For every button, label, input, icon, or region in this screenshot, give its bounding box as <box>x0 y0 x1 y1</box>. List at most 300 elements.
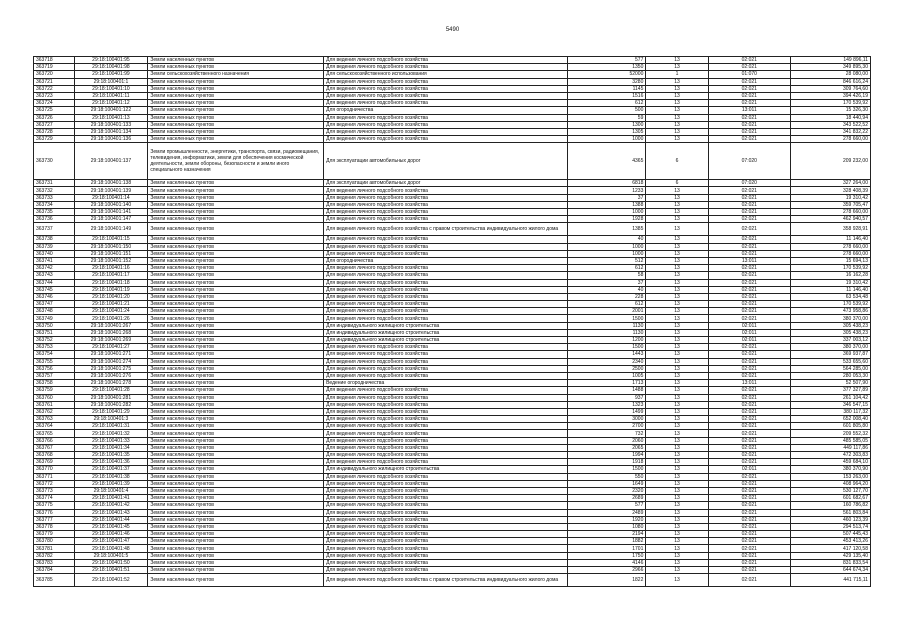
cell-cadastral-value: 380 370,00 <box>790 315 870 322</box>
cell-use-type-code: 02:021 <box>708 344 790 351</box>
cell-record-id: 363763 <box>34 416 75 423</box>
cell-permitted-use: Для сельскохозяйственного использования <box>324 71 568 78</box>
cell-cadastral-number: 29:18:100401:133 <box>74 121 148 128</box>
cell-cadastral-number: 29:18:100401:150 <box>74 243 148 250</box>
cell-group-code: 13 <box>646 187 708 194</box>
cell-cadastral-number: 29:18:100401:268 <box>74 329 148 336</box>
cell-cadastral-value: 644 674,34 <box>790 567 870 574</box>
table-row <box>34 209 871 216</box>
cell-record-id: 363748 <box>34 308 75 315</box>
cell-cadastral-number: 29:18:100401:278 <box>74 380 148 387</box>
cell-area: 500 <box>568 107 646 114</box>
table-row <box>34 315 871 322</box>
cell-record-id: 363724 <box>34 100 75 107</box>
table-row <box>34 114 871 121</box>
cell-cadastral-number: 29:18:100401:48 <box>74 545 148 552</box>
cell-land-category: Земли населенных пунктов <box>148 250 324 257</box>
cell-use-type-code: 02:021 <box>708 209 790 216</box>
cell-group-code: 13 <box>646 194 708 201</box>
cell-permitted-use: Для ведения личного подсобного хозяйства <box>324 187 568 194</box>
table-row <box>34 531 871 538</box>
cell-area: 1499 <box>568 408 646 415</box>
cell-record-id: 363735 <box>34 209 75 216</box>
cell-record-id: 363761 <box>34 401 75 408</box>
cell-cadastral-number: 29:18:100401:51 <box>74 567 148 574</box>
cell-cadastral-value: 846 616,24 <box>790 78 870 85</box>
cell-group-code: 13 <box>646 516 708 523</box>
cell-permitted-use: Для ведения личного подсобного хозяйства <box>324 351 568 358</box>
cell-record-id: 363742 <box>34 265 75 272</box>
cell-area: 1500 <box>568 315 646 322</box>
cell-cadastral-value: 358 928,91 <box>790 223 870 236</box>
cell-group-code: 13 <box>646 329 708 336</box>
cell-group-code: 13 <box>646 545 708 552</box>
table-row <box>34 351 871 358</box>
cell-area: 2065 <box>568 444 646 451</box>
table-row <box>34 473 871 480</box>
cell-cadastral-value: 473 958,86 <box>790 308 870 315</box>
cell-area: 1005 <box>568 372 646 379</box>
cell-use-type-code: 02:021 <box>708 187 790 194</box>
cell-cadastral-number: 29:18:100401:17 <box>74 272 148 279</box>
cell-area: 1713 <box>568 380 646 387</box>
cell-use-type-code: 02:021 <box>708 552 790 559</box>
cell-area: 732 <box>568 430 646 437</box>
cell-use-type-code: 02:021 <box>708 315 790 322</box>
cell-cadastral-number: 29:18:100401:47 <box>74 538 148 545</box>
cell-land-category: Земли населенных пунктов <box>148 322 324 329</box>
cell-land-category: Земли населенных пунктов <box>148 92 324 99</box>
cell-area: 1701 <box>568 545 646 552</box>
cell-cadastral-value: 15 326,30 <box>790 107 870 114</box>
cell-group-code: 13 <box>646 509 708 516</box>
cell-permitted-use: Для ведения личного подсобного хозяйства <box>324 315 568 322</box>
cell-land-category: Земли населенных пунктов <box>148 574 324 587</box>
cell-record-id: 363720 <box>34 71 75 78</box>
table-row <box>34 329 871 336</box>
cell-record-id: 363758 <box>34 380 75 387</box>
cell-use-type-code: 02:021 <box>708 365 790 372</box>
cell-use-type-code: 02:021 <box>708 423 790 430</box>
cell-record-id: 363727 <box>34 121 75 128</box>
cell-cadastral-value: 564 285,00 <box>790 365 870 372</box>
cell-record-id: 363770 <box>34 466 75 473</box>
cell-cadastral-value: 170 539,92 <box>790 265 870 272</box>
cell-record-id: 363765 <box>34 430 75 437</box>
cell-cadastral-value: 377 327,89 <box>790 387 870 394</box>
cell-use-type-code: 02:021 <box>708 444 790 451</box>
cell-use-type-code: 02:021 <box>708 136 790 143</box>
table-row <box>34 71 871 78</box>
cell-group-code: 13 <box>646 107 708 114</box>
cell-record-id: 363773 <box>34 487 75 494</box>
cell-cadastral-number: 29:18:100401:271 <box>74 351 148 358</box>
cell-permitted-use: Для ведения личного подсобного хозяйства <box>324 567 568 574</box>
cell-area: 1233 <box>568 187 646 194</box>
cell-permitted-use: Для ведения личного подсобного хозяйства <box>324 538 568 545</box>
cell-permitted-use: Для огородничества <box>324 107 568 114</box>
cell-group-code: 13 <box>646 136 708 143</box>
cell-land-category: Земли населенных пунктов <box>148 502 324 509</box>
cell-cadastral-value: 261 104,42 <box>790 394 870 401</box>
cell-cadastral-value: 359 705,47 <box>790 201 870 208</box>
cell-permitted-use: Для ведения личного подсобного хозяйства <box>324 401 568 408</box>
cell-permitted-use: Для ведения личного подсобного хозяйства <box>324 523 568 530</box>
cell-permitted-use: Для эксплуатации автомобильных дорог <box>324 143 568 180</box>
cell-cadastral-value: 408 964,20 <box>790 480 870 487</box>
cell-record-id: 363775 <box>34 502 75 509</box>
cell-land-category: Земли населенных пунктов <box>148 394 324 401</box>
cell-land-category: Земли населенных пунктов <box>148 293 324 300</box>
cell-use-type-code: 02:021 <box>708 509 790 516</box>
cell-use-type-code: 02:021 <box>708 459 790 466</box>
cell-land-category: Земли населенных пунктов <box>148 423 324 430</box>
cell-cadastral-value: 831 833,54 <box>790 559 870 566</box>
cell-use-type-code: 02:021 <box>708 437 790 444</box>
table-row <box>34 187 871 194</box>
cell-permitted-use: Для индивидуального жилищного строительства <box>324 466 568 473</box>
cell-cadastral-value: 462 940,57 <box>790 216 870 223</box>
cell-cadastral-number: 29:18:100401:275 <box>74 365 148 372</box>
cell-group-code: 13 <box>646 531 708 538</box>
cell-cadastral-number: 29:18:100401:38 <box>74 473 148 480</box>
cell-area: 228 <box>568 293 646 300</box>
cell-record-id: 363780 <box>34 538 75 545</box>
cell-area: 1130 <box>568 329 646 336</box>
cell-use-type-code: 13:011 <box>708 107 790 114</box>
cell-permitted-use: Для ведения личного подсобного хозяйства <box>324 57 568 64</box>
cell-land-category: Земли населенных пунктов <box>148 416 324 423</box>
cell-cadastral-value: 209 232,00 <box>790 143 870 180</box>
cell-use-type-code: 02:021 <box>708 92 790 99</box>
table-row <box>34 574 871 587</box>
cell-area: 1350 <box>568 64 646 71</box>
cell-cadastral-value: 15 694,13 <box>790 257 870 264</box>
cell-land-category: Земли населенных пунктов <box>148 265 324 272</box>
cell-record-id: 363722 <box>34 85 75 92</box>
cell-permitted-use: Для ведения личного подсобного хозяйства <box>324 279 568 286</box>
table-row <box>34 78 871 85</box>
cell-group-code: 13 <box>646 92 708 99</box>
cell-group-code: 13 <box>646 416 708 423</box>
cell-land-category: Земли населенных пунктов <box>148 114 324 121</box>
cell-land-category: Земли населенных пунктов <box>148 243 324 250</box>
cell-use-type-code: 02:021 <box>708 574 790 587</box>
cell-cadastral-value: 429 135,40 <box>790 552 870 559</box>
cell-area: 1000 <box>568 209 646 216</box>
cell-use-type-code: 02:021 <box>708 301 790 308</box>
cell-permitted-use: Для ведения личного подсобного хозяйства <box>324 430 568 437</box>
cell-permitted-use: Для ведения личного подсобного хозяйства <box>324 243 568 250</box>
cell-cadastral-number: 29:18:100401:282 <box>74 401 148 408</box>
cell-group-code: 13 <box>646 480 708 487</box>
cell-group-code: 13 <box>646 236 708 243</box>
cell-cadastral-value: 530 127,70 <box>790 487 870 494</box>
cell-permitted-use: Для ведения личного подсобного хозяйства <box>324 416 568 423</box>
cell-area: 1200 <box>568 337 646 344</box>
table-row <box>34 100 871 107</box>
cell-permitted-use: Для ведения личного подсобного хозяйства <box>324 545 568 552</box>
cell-use-type-code: 02:021 <box>708 401 790 408</box>
cell-use-type-code: 13:011 <box>708 257 790 264</box>
cell-record-id: 363754 <box>34 351 75 358</box>
cell-record-id: 363746 <box>34 293 75 300</box>
cell-cadastral-value: 459 684,10 <box>790 459 870 466</box>
cell-group-code: 13 <box>646 423 708 430</box>
cell-land-category: Земли населенных пунктов <box>148 351 324 358</box>
cell-use-type-code: 02:021 <box>708 480 790 487</box>
cell-cadastral-value: 380 370,90 <box>790 466 870 473</box>
cell-record-id: 363740 <box>34 250 75 257</box>
table-row <box>34 107 871 114</box>
cell-use-type-code: 13:011 <box>708 380 790 387</box>
table-row <box>34 57 871 64</box>
cell-cadastral-number: 29:18:100401:42 <box>74 502 148 509</box>
table-row <box>34 64 871 71</box>
cell-group-code: 13 <box>646 279 708 286</box>
cell-land-category: Земли населенных пунктов <box>148 257 324 264</box>
cell-area: 937 <box>568 394 646 401</box>
cell-permitted-use: Для ведения личного подсобного хозяйства <box>324 194 568 201</box>
cell-record-id: 363726 <box>34 114 75 121</box>
cell-record-id: 363766 <box>34 437 75 444</box>
cell-use-type-code: 02:021 <box>708 279 790 286</box>
cell-area: 1750 <box>568 552 646 559</box>
cell-area: 2500 <box>568 365 646 372</box>
cell-area: 1305 <box>568 128 646 135</box>
cell-use-type-code: 02:021 <box>708 523 790 530</box>
cell-area: 2194 <box>568 531 646 538</box>
cell-cadastral-value: 294 513,74 <box>790 523 870 530</box>
cell-cadastral-value: 160 786,82 <box>790 502 870 509</box>
cell-use-type-code: 02:021 <box>708 57 790 64</box>
cell-record-id: 363719 <box>34 64 75 71</box>
cell-permitted-use: Для ведения личного подсобного хозяйства <box>324 64 568 71</box>
cell-record-id: 363730 <box>34 143 75 180</box>
cell-record-id: 363779 <box>34 531 75 538</box>
cell-area: 2340 <box>568 358 646 365</box>
cell-use-type-code: 02:011 <box>708 322 790 329</box>
table-row <box>34 121 871 128</box>
cell-group-code: 13 <box>646 523 708 530</box>
cell-area: 2489 <box>568 509 646 516</box>
cell-cadastral-value: 170 539,92 <box>790 100 870 107</box>
cell-area: 1918 <box>568 459 646 466</box>
cell-permitted-use: Для ведения личного подсобного хозяйства <box>324 293 568 300</box>
table-row <box>34 444 871 451</box>
cell-permitted-use: Для ведения личного подсобного хозяйства <box>324 459 568 466</box>
cell-land-category: Земли населенных пунктов <box>148 301 324 308</box>
cell-group-code: 13 <box>646 408 708 415</box>
cell-area: 1443 <box>568 351 646 358</box>
cell-group-code: 13 <box>646 64 708 71</box>
cell-group-code: 13 <box>646 437 708 444</box>
cell-record-id: 363762 <box>34 408 75 415</box>
cell-permitted-use: Для ведения личного подсобного хозяйства <box>324 272 568 279</box>
cell-cadastral-value: 149 896,11 <box>790 57 870 64</box>
cell-group-code: 13 <box>646 243 708 250</box>
cell-cadastral-value: 343 522,52 <box>790 121 870 128</box>
cell-area: 52000 <box>568 71 646 78</box>
cell-land-category: Земли населенных пунктов <box>148 279 324 286</box>
table-row <box>34 265 871 272</box>
table-row <box>34 408 871 415</box>
cell-use-type-code: 02:021 <box>708 495 790 502</box>
cell-land-category: Земли населенных пунктов <box>148 559 324 566</box>
cell-use-type-code: 02:021 <box>708 502 790 509</box>
cell-use-type-code: 02:021 <box>708 358 790 365</box>
cell-use-type-code: 01:070 <box>708 71 790 78</box>
cell-area: 2689 <box>568 495 646 502</box>
cell-cadastral-value: 380 117,32 <box>790 408 870 415</box>
table-row <box>34 495 871 502</box>
cell-record-id: 363756 <box>34 365 75 372</box>
cell-cadastral-value: 460 123,39 <box>790 516 870 523</box>
table-row <box>34 136 871 143</box>
cell-area: 1130 <box>568 322 646 329</box>
cell-permitted-use: Для ведения личного подсобного хозяйства <box>324 502 568 509</box>
cell-land-category: Земли населенных пунктов <box>148 401 324 408</box>
cell-area: 1488 <box>568 387 646 394</box>
cell-cadastral-value: 327 264,00 <box>790 180 870 187</box>
cell-permitted-use: Для ведения личного подсобного хозяйства <box>324 308 568 315</box>
cell-area: 1882 <box>568 538 646 545</box>
table-row <box>34 322 871 329</box>
cell-cadastral-number: 29:18:100401:1 <box>74 78 148 85</box>
cell-cadastral-value: 652 008,40 <box>790 416 870 423</box>
cell-land-category: Земли населенных пунктов <box>148 545 324 552</box>
cell-permitted-use: Для ведения личного подсобного хозяйства <box>324 365 568 372</box>
cell-cadastral-number: 29:18:100401:52 <box>74 574 148 587</box>
cell-cadastral-value: 507 445,43 <box>790 531 870 538</box>
cell-record-id: 363744 <box>34 279 75 286</box>
cell-permitted-use: Для ведения личного подсобного хозяйства <box>324 423 568 430</box>
cell-permitted-use: Для ведения личного подсобного хозяйства <box>324 408 568 415</box>
cell-use-type-code: 02:021 <box>708 545 790 552</box>
cell-land-category: Земли населенных пунктов <box>148 180 324 187</box>
cell-record-id: 363755 <box>34 358 75 365</box>
cell-cadastral-value: 417 120,58 <box>790 545 870 552</box>
cell-land-category: Земли населенных пунктов <box>148 236 324 243</box>
cell-area: 1928 <box>568 216 646 223</box>
cell-record-id: 363752 <box>34 337 75 344</box>
table-row <box>34 387 871 394</box>
cell-use-type-code: 07:020 <box>708 180 790 187</box>
cell-use-type-code: 02:021 <box>708 394 790 401</box>
cell-cadastral-value: 11 146,40 <box>790 236 870 243</box>
cell-cadastral-number: 29:18:100401:149 <box>74 223 148 236</box>
cell-area: 1649 <box>568 480 646 487</box>
cell-record-id: 363745 <box>34 286 75 293</box>
cell-use-type-code: 02:021 <box>708 372 790 379</box>
cell-permitted-use: Для индивидуального жилищного строительства <box>324 329 568 336</box>
cell-land-category: Земли населенных пунктов <box>148 452 324 459</box>
cell-use-type-code: 02:021 <box>708 121 790 128</box>
table-row <box>34 567 871 574</box>
cell-cadastral-value: 170 539,92 <box>790 301 870 308</box>
cell-record-id: 363757 <box>34 372 75 379</box>
cell-cadastral-number: 29:18:100401:33 <box>74 437 148 444</box>
cell-area: 40 <box>568 286 646 293</box>
cell-use-type-code: 02:021 <box>708 100 790 107</box>
cell-cadastral-value: 380 370,00 <box>790 344 870 351</box>
cell-group-code: 13 <box>646 574 708 587</box>
cell-cadastral-value: 28 080,00 <box>790 71 870 78</box>
table-row <box>34 509 871 516</box>
cell-cadastral-number: 29:18:100401:95 <box>74 57 148 64</box>
cell-area: 577 <box>568 57 646 64</box>
cell-land-category: Земли населенных пунктов <box>148 107 324 114</box>
cell-permitted-use: Для ведения личного подсобного хозяйства <box>324 100 568 107</box>
cell-record-id: 363774 <box>34 495 75 502</box>
cell-use-type-code: 02:021 <box>708 408 790 415</box>
table-row <box>34 143 871 180</box>
cell-cadastral-number: 29:18:100401:15 <box>74 236 148 243</box>
cell-use-type-code: 02:021 <box>708 293 790 300</box>
cell-cadastral-value: 19 310,42 <box>790 279 870 286</box>
cell-record-id: 363725 <box>34 107 75 114</box>
cell-area: 2700 <box>568 423 646 430</box>
cell-group-code: 13 <box>646 552 708 559</box>
cell-area: 512 <box>568 257 646 264</box>
cell-permitted-use: Для ведения личного подсобного хозяйства <box>324 509 568 516</box>
cell-use-type-code: 02:021 <box>708 487 790 494</box>
cell-land-category: Земли населенных пунктов <box>148 64 324 71</box>
cell-land-category: Земли населенных пунктов <box>148 337 324 344</box>
cell-land-category: Земли населенных пунктов <box>148 495 324 502</box>
cell-cadastral-number: 29:18:100401:141 <box>74 209 148 216</box>
page-number: 5490 <box>445 27 460 33</box>
cell-land-category: Земли населенных пунктов <box>148 57 324 64</box>
table-row <box>34 516 871 523</box>
cell-record-id: 363731 <box>34 180 75 187</box>
cell-permitted-use: Для ведения личного подсобного хозяйства с правом строительства индивидуального жилого дома <box>324 574 568 587</box>
cell-land-category: Земли населенных пунктов <box>148 121 324 128</box>
cell-cadastral-value: 16 162,28 <box>790 272 870 279</box>
cell-cadastral-number: 29:18:100401:274 <box>74 358 148 365</box>
cell-area: 1300 <box>568 121 646 128</box>
cell-cadastral-number: 29:18:100401:24 <box>74 308 148 315</box>
cell-permitted-use: Для ведения личного подсобного хозяйства <box>324 209 568 216</box>
cell-use-type-code: 02:021 <box>708 114 790 121</box>
cell-area: 40 <box>568 236 646 243</box>
cell-cadastral-value: 337 003,12 <box>790 337 870 344</box>
cell-area: 2320 <box>568 487 646 494</box>
cell-cadastral-number: 29:18:100401:11 <box>74 92 148 99</box>
cell-group-code: 13 <box>646 272 708 279</box>
cell-use-type-code: 02:011 <box>708 329 790 336</box>
cell-cadastral-value: 341 832,22 <box>790 128 870 135</box>
cell-land-category: Земли населенных пунктов <box>148 136 324 143</box>
cell-use-type-code: 02:021 <box>708 201 790 208</box>
cell-area: 3000 <box>568 416 646 423</box>
cell-record-id: 363737 <box>34 223 75 236</box>
cell-area: 58 <box>568 272 646 279</box>
table-row <box>34 459 871 466</box>
cell-land-category: Земли населенных пунктов <box>148 516 324 523</box>
cell-area: 2060 <box>568 437 646 444</box>
table-row <box>34 365 871 372</box>
cell-area: 1822 <box>568 574 646 587</box>
cell-record-id: 363728 <box>34 128 75 135</box>
cell-cadastral-value: 209 552,32 <box>790 430 870 437</box>
cell-cadastral-value: 394 426,19 <box>790 92 870 99</box>
cell-group-code: 13 <box>646 459 708 466</box>
cell-permitted-use: Для ведения личного подсобного хозяйства <box>324 531 568 538</box>
cell-area: 1920 <box>568 516 646 523</box>
cell-cadastral-value: 305 438,23 <box>790 329 870 336</box>
cell-use-type-code: 02:021 <box>708 308 790 315</box>
